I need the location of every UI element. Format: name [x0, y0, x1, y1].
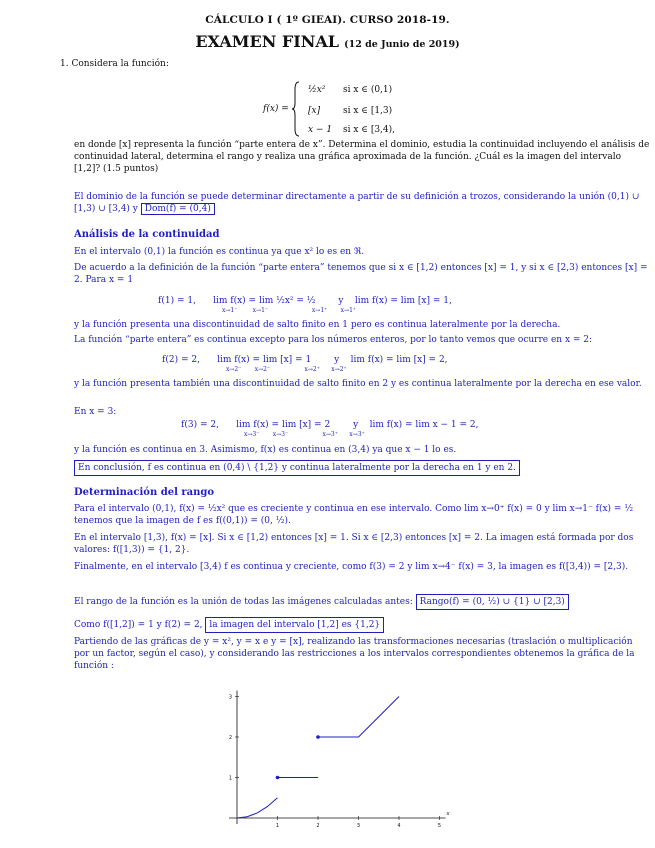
exam-title: [0, 32, 655, 51]
case-cond-3: si x ∈ [3,4),: [343, 125, 396, 135]
continuity-p5: y la función presenta también una discontinuidad de salto finito en 2 y es continua lateralmente por la derecha en ese valor.: [74, 379, 642, 389]
y-tick-label: 3: [228, 694, 232, 701]
x-tick-label: 5: [437, 823, 442, 829]
series-line: [318, 697, 399, 738]
x-tick-label: 1: [275, 823, 280, 829]
y-tick-label: 2: [228, 735, 232, 741]
equation-3: f(3) = 2, lim f(x) = lim [x] = 2 y lim f(x) = lim x − 1 = 2,: [181, 420, 479, 430]
continuity-p4: La función “parte entera” es continua excepto para los números enteros, por lo tanto vemos que ocurre en x = 2:: [74, 335, 593, 345]
case-cond-2: si x ∈ [1,3): [343, 106, 393, 116]
continuity-p6: En x = 3:: [74, 407, 117, 417]
range-union-text: El rango de la función es la unión de todas las imágenes calculadas antes:: [74, 597, 413, 607]
continuity-heading: Análisis de la continuidad: [74, 229, 220, 240]
range-box: Rango(f) = (0, ½) ∪ {1} ∪ [2,3): [416, 594, 569, 610]
range-p2: En el intervalo [1,3), f(x) = [x]. Si x ∈ [1,2) entonces [x] = 1. Si x ∈ [2,3) entonces [x] = 2. La imagen está formada por dos valores: f([1,3)) = {1, 2}.: [74, 533, 634, 555]
graph-paragraph: Partiendo de las gráficas de y = x², y = x e y = [x], realizando las transformaciones necesarias (traslación o multiplicación por un factor, según el caso), y considerando las restricciones a los intervalos correspondientes obtenemos la gráfica de la función :: [74, 637, 635, 671]
equation-3-sub: x→3⁻ x→3⁻ x→3⁺ x→3⁺: [244, 431, 365, 438]
range-p1: Para el intervalo (0,1), f(x) = ½x² que es creciente y continua en ese intervalo. Como lim x→0⁺ f(x) = 0 y lim x→1⁻ f(x) = ½ tenemos que la imagen de f es f((0,1)) = (0, ½).: [74, 504, 634, 526]
image-box: la imagen del intervalo [1,2] es {1,2}: [205, 617, 384, 633]
x-tick-label: 4: [397, 823, 401, 829]
series-line: [237, 798, 278, 818]
equation-2-sub: x→2⁻ x→2⁻ x→2⁺ x→2⁺: [226, 366, 347, 373]
domain-box: Dom(f) = (0,4): [141, 203, 215, 215]
piecewise-label: f(x) =: [263, 104, 289, 114]
equation-1-sub: x→1⁻ x→1⁻ x→1⁺ x→1⁺: [222, 307, 357, 314]
case-expr-2: [x]: [308, 106, 321, 116]
problem-intro: 1. Considera la función:: [60, 59, 169, 69]
exam-title-text: EXAMEN FINAL: [195, 32, 340, 51]
equation-1: f(1) = 1, lim f(x) = lim ½x² = ½ y lim f(x) = lim [x] = 1,: [158, 296, 452, 306]
continuity-box: En conclusión, f es continua en (0,4) \ {1,2} y continua lateralmente por la derecha en 1 y en 2.: [74, 460, 520, 476]
problem-statement: en donde [x] representa la función “parte entera de x”. Determina el dominio, estudia la continuidad incluyendo el análisis de continuidad lateral, determina el rango y realiza una gráfica aproximada de la función. ¿Cuál es la imagen del intervalo [1,2]? (1.5 puntos): [74, 140, 650, 174]
data-point: [316, 735, 320, 739]
domain-text: El dominio de la función se puede determinar directamente a partir de su definición a trozos, considerando la unión (0,1) ∪ [1,3) ∪ [3,4) y: [74, 192, 640, 214]
continuity-p3: y la función presenta una discontinuidad de salto finito en 1 pero es continua lateralmente por la derecha.: [74, 320, 561, 330]
domain-paragraph: [74, 191, 650, 215]
exam-date: (12 de Junio de 2019): [344, 39, 460, 50]
range-union: [74, 594, 654, 610]
function-graph: [200, 680, 460, 830]
equation-2: f(2) = 2, lim f(x) = lim [x] = 1 y lim f(x) = lim [x] = 2,: [162, 355, 448, 365]
x-axis-label: x: [446, 811, 450, 817]
continuity-p1: En el intervalo (0,1) la función es continua ya que x² lo es en ℜ.: [74, 247, 365, 257]
image-text: Como f([1,2]) = 1 y f(2) = 2,: [74, 620, 203, 630]
case-expr-3: x − 1: [308, 125, 333, 135]
data-point: [276, 776, 280, 780]
x-tick-label: 3: [356, 823, 361, 829]
brace-icon: [292, 81, 300, 137]
continuity-p2: De acuerdo a la definición de la función “parte entera” tenemos que si x ∈ [1,2) entonces [x] = 1, y si x ∈ [2,3) entonces [x] = 2. Para x = 1: [74, 263, 648, 285]
case-cond-1: si x ∈ (0,1): [343, 85, 393, 95]
continuity-conclusion: [74, 460, 520, 476]
range-p3: Finalmente, en el intervalo [3,4) f es continua y creciente, como f(3) = 2 y lim x→4⁻ f(x) = 3, la imagen es f([3,4)) = [2,3).: [74, 562, 629, 572]
x-tick-label: 2: [316, 823, 320, 829]
image-line: [74, 617, 650, 633]
case-expr-1: ½x²: [308, 85, 326, 95]
course-header: CÁLCULO I ( 1º GIEAI). CURSO 2018-19.: [205, 14, 450, 26]
range-heading: Determinación del rango: [74, 487, 215, 498]
y-tick-label: 1: [228, 775, 232, 782]
continuity-p7: y la función es continua en 3. Asimismo, f(x) es continua en (3,4) ya que x − 1 lo es.: [74, 445, 457, 455]
